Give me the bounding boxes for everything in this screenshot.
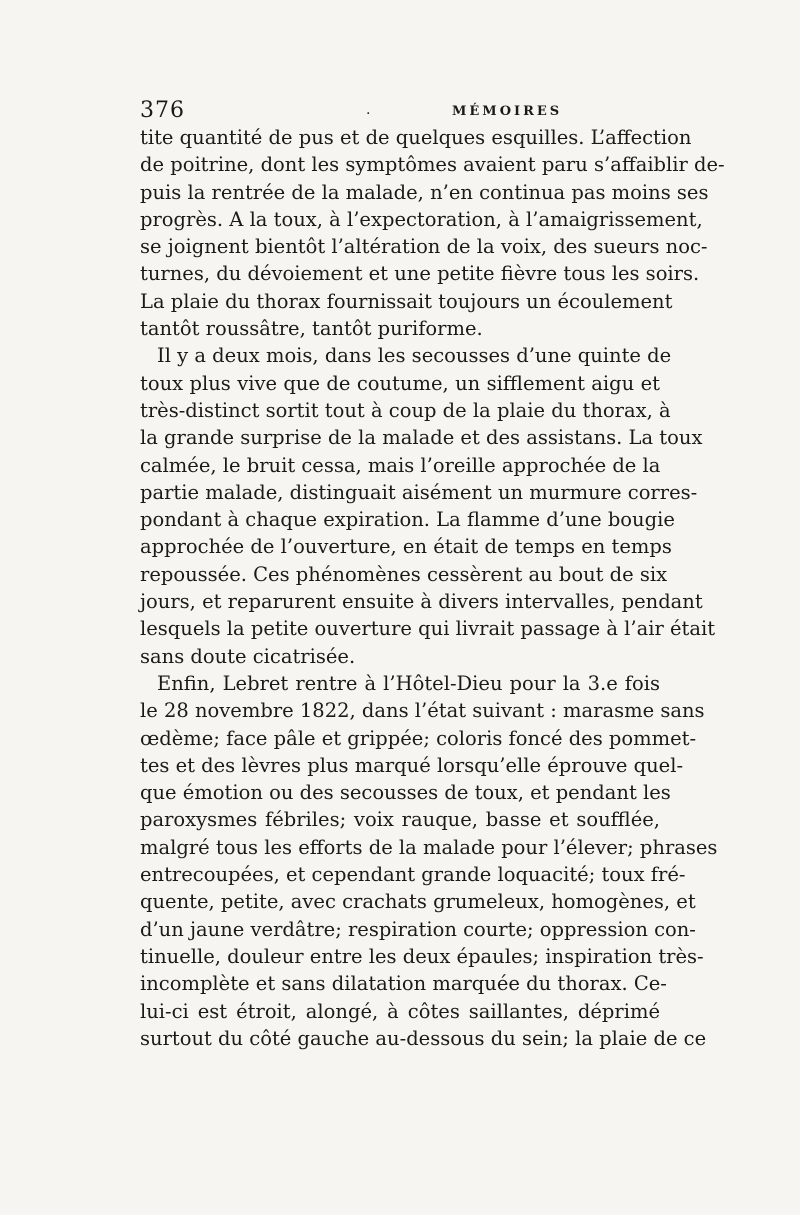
text-line: progrès. A la toux, à l’expectoration, à l’amaigrissement, [140,207,703,231]
text-line: approchée de l’ouverture, en était de temps en temps [140,535,672,559]
text-line: de poitrine, dont les symptômes avaient paru s’affaiblir de- [140,153,725,177]
running-title: MÉMOIRES [452,104,563,119]
text-line: partie malade, distinguait aisément un murmure corres- [140,480,698,504]
text-line: œdème; face pâle et grippée; coloris foncé des pommet- [140,726,697,750]
text-line: turnes, du dévoiement et une petite fièvre tous les soirs. [140,262,700,286]
text-line: quente, petite, avec crachats grumeleux, homogènes, et [140,890,696,914]
page-header [140,98,660,126]
text-line: se joignent bientôt l’altération de la voix, des sueurs noc- [140,235,708,259]
text-line: puis la rentrée de la malade, n’en continua pas moins ses [140,180,709,204]
page-number: 376 [140,98,185,123]
text-line: que émotion ou des secousses de toux, et pendant les [140,781,671,805]
body-text [140,124,725,1052]
text-line: tite quantité de pus et de quelques esquilles. L’affection [140,126,692,149]
text-line: d’un jaune verdâtre; respiration courte; oppression con- [140,917,696,941]
text-line: tinuelle, douleur entre les deux épaules; inspiration très- [140,944,704,968]
text-line: le 28 novembre 1822, dans l’état suivant : marasme sans [140,699,705,723]
text-line: malgré tous les efforts de la malade pour l’élever; phrases [140,835,718,859]
text-line: jours, et reparurent ensuite à divers intervalles, pendant [140,590,703,614]
text-line: tes et des lèvres plus marqué lorsqu’elle éprouve quel- [140,753,684,777]
text-line: entrecoupées, et cependant grande loquacité; toux fré- [140,863,686,887]
text-line: sans doute cicatrisée. [140,644,356,668]
text-line: surtout du côté gauche au-dessous du sein; la plaie de ce [140,1026,707,1050]
text-line: Il y a deux mois, dans les secousses d’une quinte de [157,344,672,368]
text-line: paroxysmes fébriles; voix rauque, basse et soufflée, [140,808,660,832]
text-line: très-distinct sortit tout à coup de la plaie du thorax, à [140,398,671,422]
text-line: tantôt roussâtre, tantôt puriforme. [140,317,483,341]
text-line: calmée, le bruit cessa, mais l’oreille approchée de la [140,453,661,477]
text-line: lesquels la petite ouverture qui livrait passage à l’air était [140,617,716,641]
text-line: Enfin, Lebret rentre à l’Hôtel-Dieu pour la 3.e fois [157,671,660,695]
text-line: toux plus vive que de coutume, un sifflement aigu et [140,371,660,395]
text-line: repoussée. Ces phénomènes cessèrent au bout de six [140,562,668,586]
text-line: incomplète et sans dilatation marquée du thorax. Ce- [140,972,667,996]
text-line: La plaie du thorax fournissait toujours un écoulement [140,289,673,313]
text-line: la grande surprise de la malade et des assistans. La toux [140,426,703,450]
text-line: lui-ci est étroit, alongé, à côtes saillantes, déprimé [140,999,660,1023]
header-separator: . [366,102,371,118]
text-line: pondant à chaque expiration. La flamme d’une bougie [140,508,675,532]
